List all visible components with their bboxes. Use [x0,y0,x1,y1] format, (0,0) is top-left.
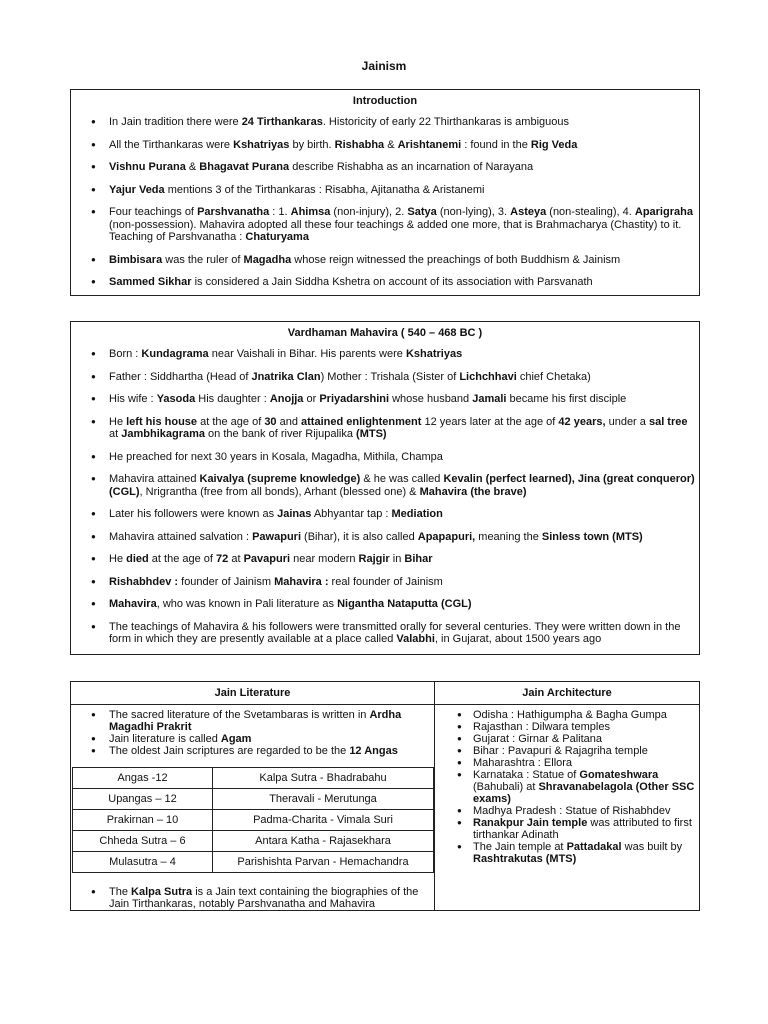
table-row [73,852,434,873]
introduction-list [71,116,699,289]
jain-literature-box [70,681,435,911]
list-item: ● Born : Kundagrama near Vaishali in Bihar. His parents were Kshatriyas [71,348,699,361]
list-item: ● Sammed Sikhar is considered a Jain Siddha Kshetra on account of its association with Parsvanath [71,276,699,289]
list-item: ● Maharashtra : Ellora [435,757,699,769]
list-item: ● Four teachings of Parshvanatha : 1. Ahimsa (non-injury), 2. Satya (non-lying), 3. Asteya (non-stealing), 4. Aparigraha (non-possession). Mahavira adopted all these four teachings & added one more, that is Brahmacharya (Chastity) to it. Teaching of Parshvanatha : Chaturyama [71,206,699,244]
list-item: ● The oldest Jain scriptures are regarded to be the 12 Angas [71,745,434,757]
list-item: ● All the Tirthankaras were Kshatriyas by birth. Rishabha & Arishtanemi : found in the Rig Veda [71,139,699,152]
table-cell: Theravali - Merutunga [213,789,434,810]
agam-table [72,767,434,873]
list-item: ● In Jain tradition there were 24 Tirthankaras. Historicity of early 22 Thirthankaras is ambiguous [71,116,699,129]
table-row [73,831,434,852]
list-item: ● The Jain temple at Pattadakal was built by Rashtrakutas (MTS) [435,841,699,865]
architecture-list [435,709,699,865]
list-item: ● Gujarat : Girnar & Palitana [435,733,699,745]
list-item: ● Bihar : Pavapuri & Rajagriha temple [435,745,699,757]
list-item: ● Rajasthan : Dilwara temples [435,721,699,733]
list-item: ● Odisha : Hathigumpha & Bagha Gumpa [435,709,699,721]
list-item: ● Father : Siddhartha (Head of Jnatrika Clan) Mother : Trishala (Sister of Lichchhavi chief Chetaka) [71,371,699,384]
list-item: ● Ranakpur Jain temple was attributed to first tirthankar Adinath [435,817,699,841]
table-row [73,810,434,831]
page-title: Jainism [361,59,407,73]
table-cell: Angas -12 [73,768,213,789]
jain-architecture-box [434,681,700,911]
list-item: ● The sacred literature of the Svetambaras is written in Ardha Magadhi Prakrit [71,709,434,733]
table-row [73,768,434,789]
mahavira-heading: Vardhaman Mahavira ( 540 – 468 BC ) [287,327,483,339]
introduction-box [70,89,700,296]
list-item: ● He died at the age of 72 at Pavapuri near modern Rajgir in Bihar [71,553,699,566]
jain-literature-heading: Jain Literature [71,682,434,705]
list-item: ● The teachings of Mahavira & his followers were transmitted orally for several centuries. They were written down in the form in which they are presently available at a place called Valabhi, in Gujarat, about 1500 years ago [71,621,699,646]
list-item: ● Later his followers were known as Jainas Abhyantar tap : Mediation [71,508,699,521]
table-cell: Upangas – 12 [73,789,213,810]
table-cell: Antara Katha - Rajasekhara [213,831,434,852]
introduction-heading: Introduction [352,95,418,107]
table-cell: Parishishta Parvan - Hemachandra [213,852,434,873]
list-item: ● He preached for next 30 years in Kosala, Magadha, Mithila, Champa [71,451,699,464]
table-cell: Kalpa Sutra - Bhadrabahu [213,768,434,789]
mahavira-box [70,321,700,655]
list-item: ● The Kalpa Sutra is a Jain text containing the biographies of the Jain Tirthankaras, notably Parshvanatha and Mahavira [71,886,434,910]
list-item: ● His wife : Yasoda His daughter : Anojja or Priyadarshini whose husband Jamali became his first disciple [71,393,699,406]
table-cell: Mulasutra – 4 [73,852,213,873]
list-item: ● Rishabhdev : founder of Jainism Mahavira : real founder of Jainism [71,576,699,589]
list-item: ● Mahavira, who was known in Pali literature as Nigantha Nataputta (CGL) [71,598,699,611]
list-item: ● Mahavira attained salvation : Pawapuri (Bihar), it is also called Apapapuri, meaning the Sinless town (MTS) [71,531,699,544]
literature-list [71,709,434,757]
table-cell: Prakirnan – 10 [73,810,213,831]
list-item: ● Vishnu Purana & Bhagavat Purana describe Rishabha as an incarnation of Narayana [71,161,699,174]
list-item: ● Bimbisara was the ruler of Magadha whose reign witnessed the preachings of both Buddhism & Jainism [71,254,699,267]
list-item: ● Mahavira attained Kaivalya (supreme knowledge) & he was called Kevalin (perfect learned), Jina (great conqueror) (CGL), Nrigrantha (free from all bonds), Arhant (blessed one) & Mahavira (the brave) [71,473,699,498]
table-cell: Padma-Charita - Vimala Suri [213,810,434,831]
list-item: ● Yajur Veda mentions 3 of the Tirthankaras : Risabha, Ajitanatha & Aristanemi [71,184,699,197]
jain-architecture-heading: Jain Architecture [435,682,699,705]
mahavira-list [71,348,699,646]
list-item: ● Jain literature is called Agam [71,733,434,745]
kalpa-sutra-note [71,886,434,910]
table-cell: Chheda Sutra – 6 [73,831,213,852]
list-item: ● Karnataka : Statue of Gomateshwara (Bahubali) at Shravanabelagola (Other SSC exams) [435,769,699,805]
list-item: ● Madhya Pradesh : Statue of Rishabhdev [435,805,699,817]
table-row [73,789,434,810]
list-item: ● He left his house at the age of 30 and attained enlightenment 12 years later at the age of 42 years, under a sal tree at Jambhikagrama on the bank of river Rijupalika (MTS) [71,416,699,441]
